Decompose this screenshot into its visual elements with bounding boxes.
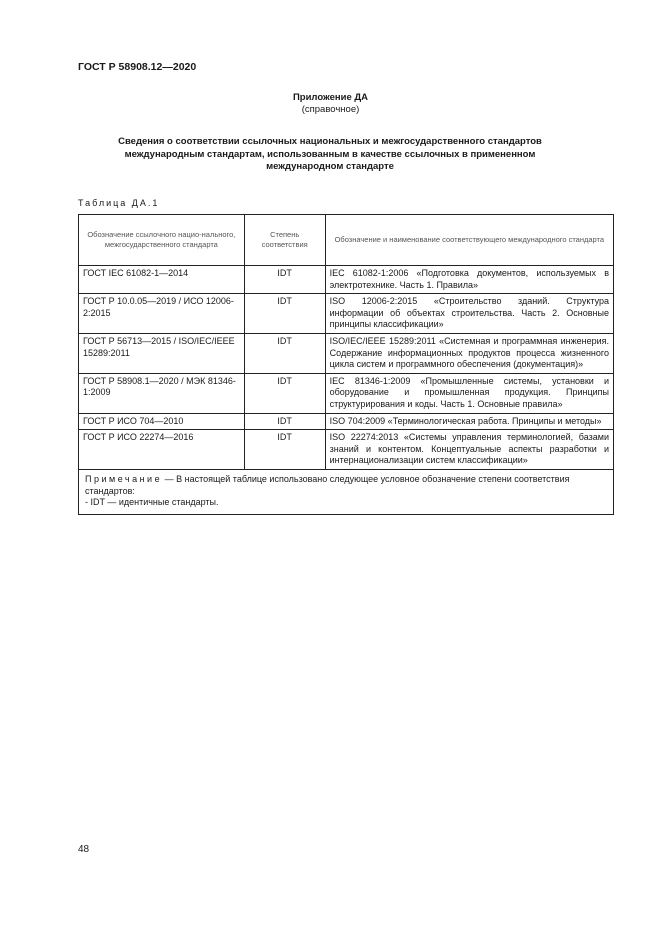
standard-designation: ГОСТ Р 58908.12—2020: [78, 61, 197, 73]
cell-reference: ГОСТ Р ИСО 704—2010: [79, 413, 245, 430]
table-header-row: [79, 215, 614, 266]
cell-reference: ГОСТ Р 10.0.05—2019 / ИСО 12006-2:2015: [79, 294, 245, 334]
cell-international: ISO 12006-2:2015 «Строительство зданий. Структура информации об объектах строительства. Часть 2. Основные принципы классификации»: [325, 294, 613, 334]
table-row: [79, 430, 614, 470]
cell-international: IEC 61082-1:2006 «Подготовка документов, используемых в электротехнике. Часть 1. Правила»: [325, 266, 613, 294]
cell-degree: IDT: [244, 333, 325, 373]
table-note-row: [79, 469, 614, 514]
table-row: [79, 413, 614, 430]
table-note: [79, 469, 614, 514]
table-row: [79, 333, 614, 373]
table-caption: Таблица ДА.1: [78, 198, 160, 208]
column-header-reference: Обозначение ссылочного нацио-нального, межгосударственного стандарта: [79, 215, 245, 266]
cell-international: ISO 704:2009 «Терминологическая работа. Принципы и методы»: [325, 413, 613, 430]
cell-degree: IDT: [244, 413, 325, 430]
column-header-degree: Степень соответствия: [244, 215, 325, 266]
note-text: — В настоящей таблице использовано следующее условное обозначение степени соответствия стандартов:: [85, 473, 570, 496]
cell-degree: IDT: [244, 266, 325, 294]
cell-reference: ГОСТ Р 56713—2015 / ISO/IEC/IEEE 15289:2011: [79, 333, 245, 373]
cell-reference: ГОСТ Р ИСО 22274—2016: [79, 430, 245, 470]
table-row: [79, 373, 614, 413]
appendix-title: Приложение ДА: [292, 92, 369, 103]
page-number: 48: [78, 844, 90, 855]
note-label: Примечание: [85, 473, 163, 484]
cell-degree: IDT: [244, 430, 325, 470]
cell-international: ISO 22274:2013 «Системы управления терминологией, базами знаний и контентом. Концептуальные аспекты разработки и интернационализации систем классификации»: [325, 430, 613, 470]
cell-degree: IDT: [244, 373, 325, 413]
appendix-heading: Сведения о соответствии ссылочных национальных и межгосударственного стандартов международным стандартам, использованным в качестве ссылочных в примененном международном стандарте: [118, 136, 542, 172]
cell-degree: IDT: [244, 294, 325, 334]
table-row: [79, 266, 614, 294]
correspondence-table: [78, 214, 614, 515]
note-item: - IDT — идентичные стандарты.: [85, 497, 219, 508]
cell-international: IEC 81346-1:2009 «Промышленные системы, установки и оборудование и промышленная продукция. Принципы структурирования и коды. Часть 1. Основные правила»: [325, 373, 613, 413]
column-header-international: Обозначение и наименование соответствующего международного стандарта: [325, 215, 613, 266]
cell-reference: ГОСТ IEC 61082-1—2014: [79, 266, 245, 294]
cell-international: ISO/IEC/IEEE 15289:2011 «Системная и программная инженерия. Содержание информационных продуктов процесса жизненного цикла систем и программного обеспечения (документация)»: [325, 333, 613, 373]
appendix-subtitle: (справочное): [301, 104, 360, 115]
cell-reference: ГОСТ Р 58908.1—2020 / МЭК 81346-1:2009: [79, 373, 245, 413]
table-row: [79, 294, 614, 334]
